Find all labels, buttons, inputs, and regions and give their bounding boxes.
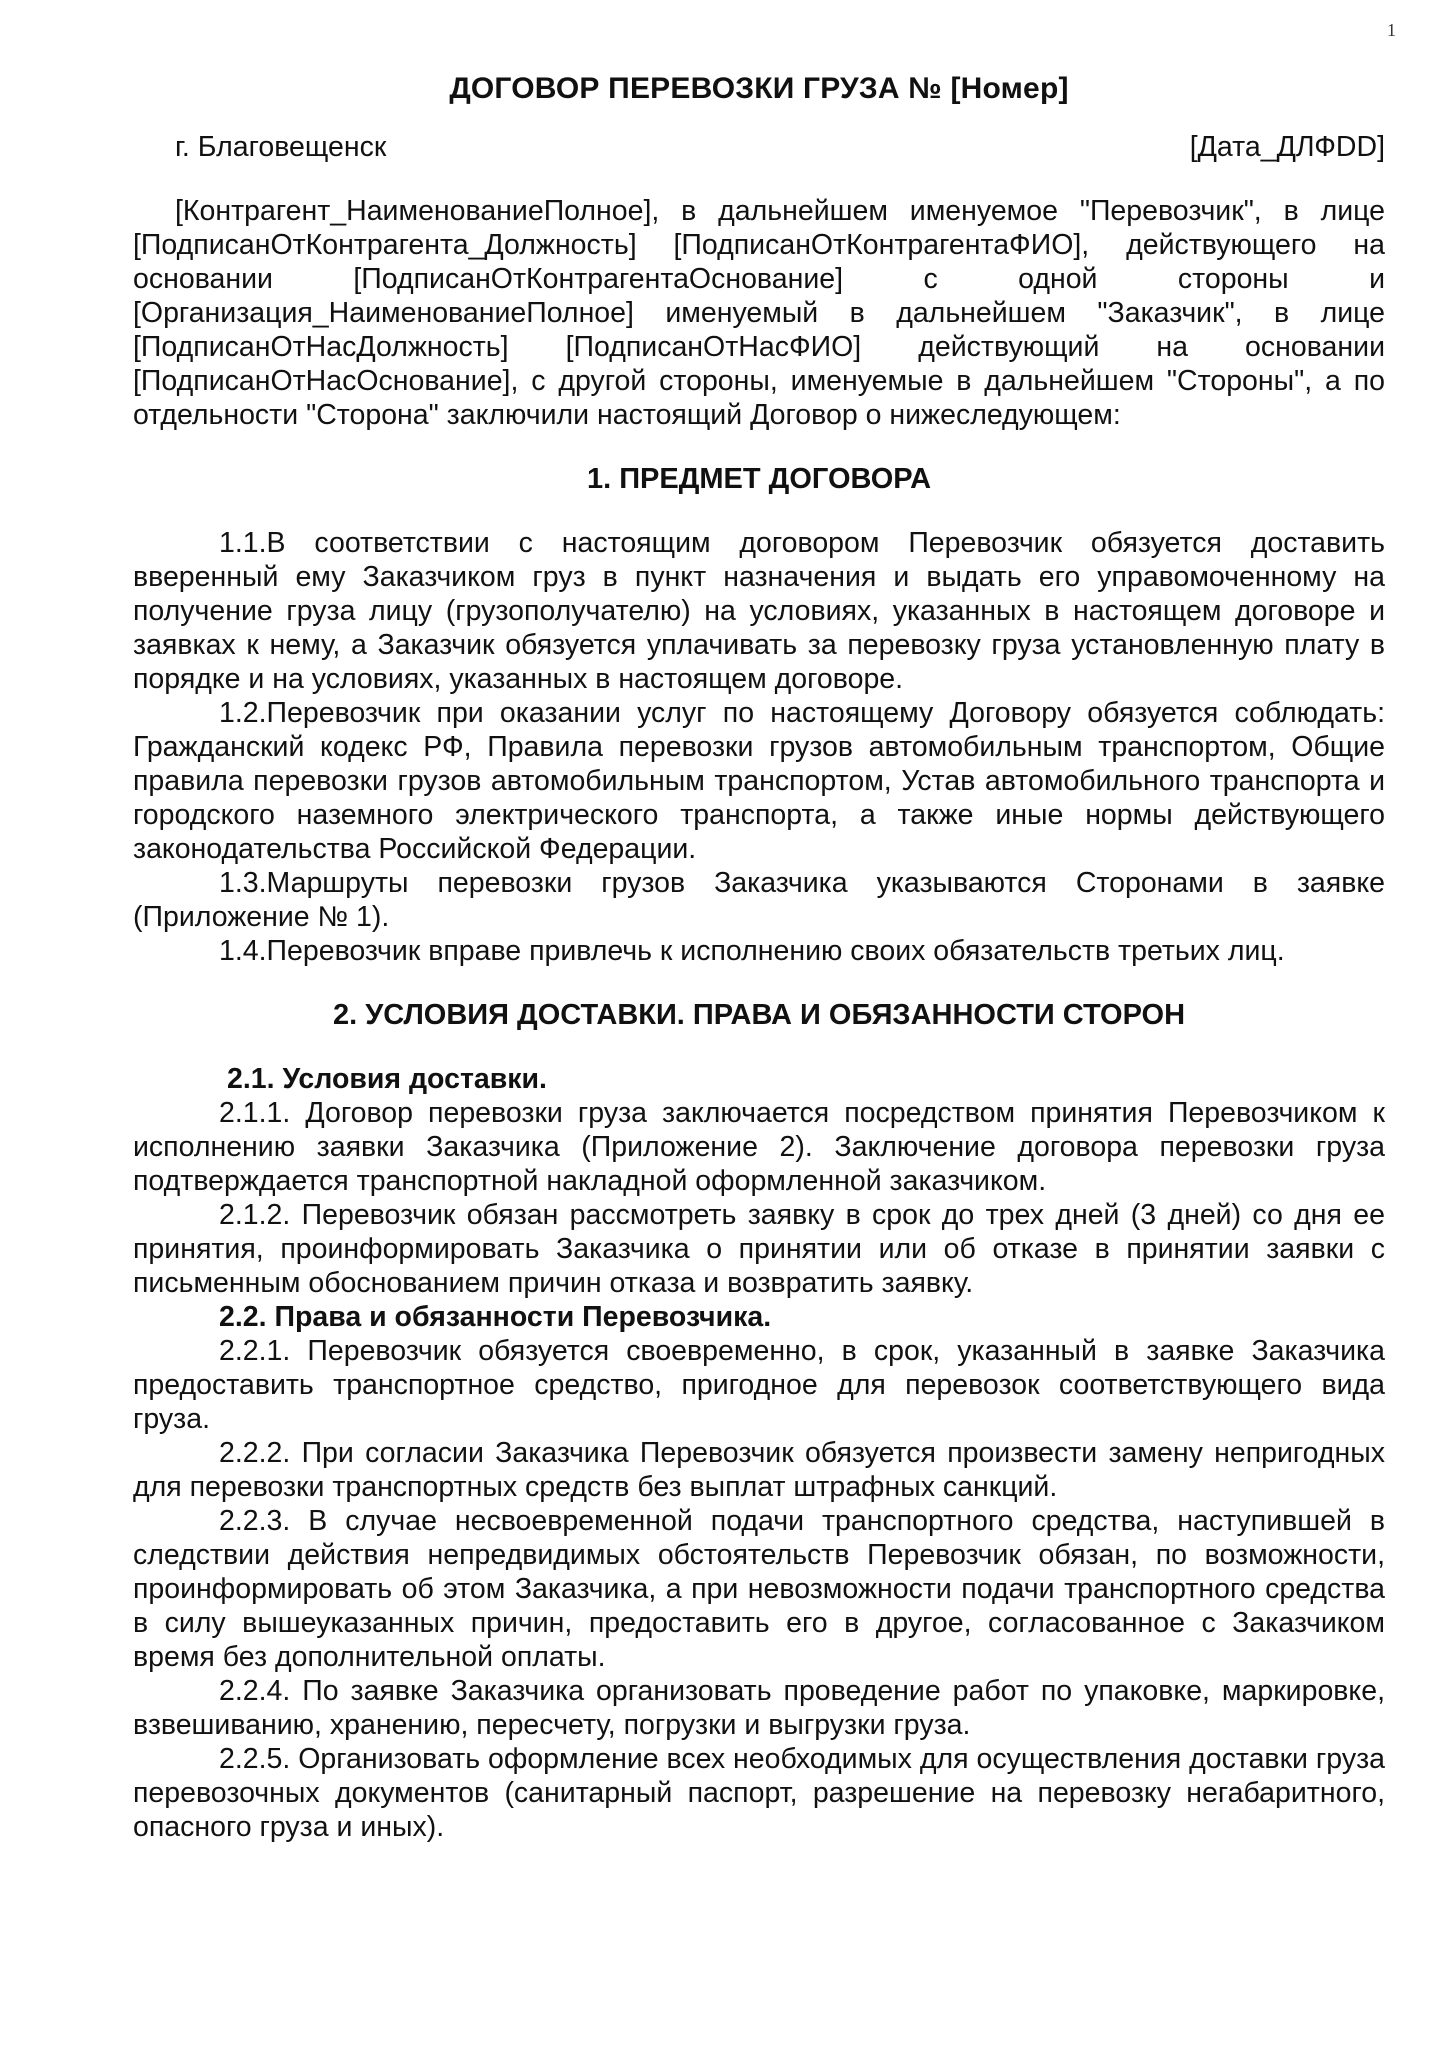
date: [Дата_ДЛФDD] [1189, 131, 1385, 163]
clause-number: 1.2. [219, 697, 267, 729]
city: г. Благовещенск [175, 131, 387, 163]
clause-1-1 [133, 526, 1385, 696]
document-body [133, 72, 1385, 1844]
clause-2-1-1 [133, 1096, 1385, 1198]
section-2-title: 2. УСЛОВИЯ ДОСТАВКИ. ПРАВА И ОБЯЗАННОСТИ СТОРОН [332, 999, 1186, 1031]
preamble: [Контрагент_НаименованиеПолное], в дальнейшем именуемое "Перевозчик", в лице [ПодписанОтКонтрагента_Должность] [ПодписанОтКонтрагентаФИО], действующего на основании [ПодписанОтКонтрагентаОснование] с одной стороны и [Организация_НаименованиеПолное] именуемый в дальнейшем "Заказчик", в лице [ПодписанОтНасДолжность] [ПодписанОтНасФИО] действующий на основании [ПодписанОтНасОснование], с другой стороны, именуемые в дальнейшем "Стороны", а по отдельности "Сторона" заключили настоящий Договор о нижеследующем: [133, 195, 1385, 431]
subsection-2-2-heading: 2.2. Права и обязанности Перевозчика. [219, 1301, 772, 1333]
clause-text: 2.2.3. В случае несвоевременной подачи транспортного средства, наступившей в следствии действия непредвидимых обстоятельств Перевозчик обязан, по возможности, проинформировать об этом Заказчика, а при невозможности подачи транспортного средства в силу вышеуказанных причин, предоставить его в другое, согласованное с Заказчиком время без дополнительной оплаты. [133, 1505, 1385, 1673]
clause-number: 1.3. [219, 867, 267, 899]
clause-text: 2.2.5. Организовать оформление всех необходимых для осуществления доставки груза перевозочных документов (санитарный паспорт, разрешение на перевозку негабаритного, опасного груза и иных). [133, 1743, 1385, 1843]
clause-1-3 [133, 866, 1385, 934]
place-date-line [133, 130, 1385, 164]
clause-text: 2.2.4. По заявке Заказчика организовать проведение работ по упаковке, маркировке, взвешиванию, хранению, пересчету, погрузки и выгрузки груза. [133, 1675, 1385, 1741]
clause-text: 2.1.1. Договор перевозки груза заключается посредством принятия Перевозчиком к исполнению заявки Заказчика (Приложение 2). Заключение договора перевозки груза подтверждается транспортной накладной оформленной заказчиком. [133, 1097, 1385, 1197]
section-1-title: 1. ПРЕДМЕТ ДОГОВОРА [586, 463, 932, 495]
clause-1-4 [133, 934, 1385, 968]
clause-number: 1.1. [219, 527, 267, 559]
subsection-2-1-heading: 2.1. Условия доставки. [227, 1063, 547, 1095]
clause-1-2 [133, 696, 1385, 866]
clause-number: 1.4. [219, 935, 267, 967]
clause-2-2-2 [133, 1436, 1385, 1504]
document-title: ДОГОВОР ПЕРЕВОЗКИ ГРУЗА № [Номер] [449, 72, 1069, 105]
clause-text: 2.1.2. Перевозчик обязан рассмотреть заявку в срок до трех дней (3 дней) со дня ее принятия, проинформировать Заказчика о принятии или об отказе в принятии заявки с письменным обоснованием причин отказа и возвратить заявку. [133, 1199, 1385, 1299]
clause-2-2-5 [133, 1742, 1385, 1844]
clause-2-2-3 [133, 1504, 1385, 1674]
clause-text: 2.2.1. Перевозчик обязуется своевременно, в срок, указанный в заявке Заказчика предоставить транспортное средство, пригодное для перевозок соответствующего вида груза. [133, 1335, 1385, 1435]
page-number: 1 [1387, 20, 1396, 40]
clause-2-2-1 [133, 1334, 1385, 1436]
clause-text: В соответствии с настоящим договором Перевозчик обязуется доставить вверенный ему Заказчиком груз в пункт назначения и выдать его управомоченному на получение груза лицу (грузополучателю) на условиях, указанных в настоящем договоре и заявках к нему, а Заказчик обязуется уплачивать за перевозку груза установленную плату в порядке и на условиях, указанных в настоящем договоре. [133, 527, 1385, 695]
clause-text: Перевозчик вправе привлечь к исполнению своих обязательств третьих лиц. [266, 935, 1285, 967]
clause-2-1-2 [133, 1198, 1385, 1300]
clause-text: 2.2.2. При согласии Заказчика Перевозчик обязуется произвести замену непригодных для перевозки транспортных средств без выплат штрафных санкций. [133, 1437, 1385, 1503]
clause-text: Перевозчик при оказании услуг по настоящему Договору обязуется соблюдать: Гражданский кодекс РФ, Правила перевозки грузов автомобильным транспортом, Общие правила перевозки грузов автомобильным транспортом, Устав автомобильного транспорта и городского наземного электрического транспорта, а также иные нормы действующего законодательства Российской Федерации. [133, 697, 1385, 865]
clause-2-2-4 [133, 1674, 1385, 1742]
clause-text: Маршруты перевозки грузов Заказчика указываются Сторонами в заявке (Приложение № 1). [133, 867, 1385, 933]
